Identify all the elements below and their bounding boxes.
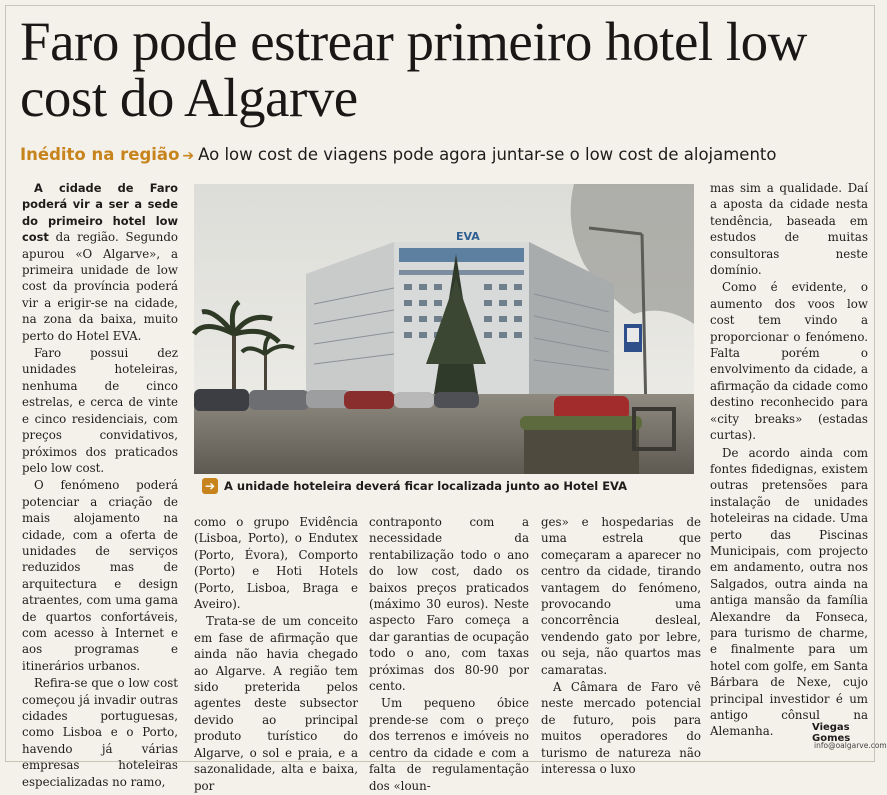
paragraph: como o grupo Evidência (Lisboa, Porto), o Endutex (Porto, Évora), Comporto (Porto) e Hoti Hotels (Porto, Lisboa, Braga e Aveiro).: [194, 515, 358, 612]
hotel-eva-illustration: [194, 184, 694, 474]
paragraph: Trata-se de um conceito em fase de afirmação que ainda não havia chegado ao Algarve. A região tem sido preterida pelos agentes deste subsector devido ao principal produto turístico do Algarve, o sol e praia, e a sazonalidade, alta e baixa, por: [194, 614, 358, 793]
subheadline: Ao low cost de viagens pode agora juntar-se o low cost de alojamento: [198, 145, 777, 164]
headline: Faro pode estrear primeiro hotel low cost do Algarve: [20, 11, 807, 128]
body-column-2: [194, 514, 358, 795]
paragraph: ges» e hospedarias de uma estrela que começaram a aparecer no centro da cidade, tirando vantagem do fenómeno, provocando uma concorrência desleal, vendendo gato por lebre, ou seja, não quartos mas camaratas.: [541, 515, 701, 677]
paragraph: Faro possui dez unidades hoteleiras, nenhuma de cinco estrelas, e cerca de vinte e cinco residenciais, com preços convidativos, próximos dos praticados pelo low cost.: [22, 346, 178, 475]
photo-caption: [202, 478, 692, 494]
paragraph: Como é evidente, o aumento dos voos low cost tem vindo a proporcionar o fenómeno. Falta porém o envolvimento da cidade, a afirmação da cidade como destino reconhecido para «city breaks» (estadas curtas).: [710, 280, 868, 443]
body-column-1: [22, 180, 178, 791]
photo-caption-text: A unidade hoteleira deverá ficar localizada junto ao Hotel EVA: [224, 479, 628, 493]
paragraph: mas sim a qualidade. Daí a aposta da cidade nesta tendência, baseada em estudos de muitas consultoras neste domínio.: [710, 181, 868, 278]
author-email: info@oalgarve.com: [814, 741, 887, 750]
paragraph: A Câmara de Faro vê neste mercado potencial de futuro, pois para muitos operadores do turismo de natureza não interessa o luxo: [541, 680, 701, 777]
lead-bold: A cidade de Faro poderá vir a ser a sede do primeiro hotel low cost: [22, 181, 178, 245]
subheadline-bar: [20, 144, 870, 167]
paragraph: contraponto com a necessidade da rentabilização todo o ano do low cost, dado os baixos preços praticados (máximo 30 euros). Neste aspecto Faro começa a dar garantias de ocupação todo o ano, com taxas próximas dos 80-90 por cento.: [369, 515, 529, 694]
paragraph: Refira-se que o low cost começou já invadir outras cidades portuguesas, como Lisboa e o Porto, havendo já várias empresas hoteleiras especializadas no ramo,: [22, 676, 178, 789]
eva-sign: EVA: [456, 230, 480, 243]
body-column-3: [369, 514, 529, 795]
arrow-right-icon: ➔: [182, 148, 195, 164]
kicker: Inédito na região: [20, 145, 180, 164]
paragraph: De acordo ainda com fontes fidedignas, existem outras pretensões para instalação de unidades hoteleiras na cidade. Uma perto das Piscinas Municipais, com projecto em andamento, outra nos Salgados, outra ainda na antiga mansão da família Alexandre da Fonseca, para turismo de charme, e finalmente para um hotel com golfe, em Santa Bárbara de Nexe, cujo principal investidor é um antigo cônsul na Alemanha.: [710, 445, 868, 739]
paragraph: O fenómeno poderá potenciar a criação de mais alojamento na cidade, com a oferta de unidades de serviços reduzidos mas de arquitectura e design atraentes, com uma gama de quartos confortáveis, com acesso à Internet e aos programas e itinerários urbanos.: [22, 478, 178, 673]
lead-paragraph: [22, 180, 178, 344]
lead-rest: da região. Segundo apurou «O Algarve», a primeira unidade de low cost da província poderá vir a erigir-se na cidade, na zona da baixa, muito perto do Hotel EVA.: [22, 230, 178, 343]
author-signature: Viegas Gomes: [812, 722, 851, 744]
paragraph: Um pequeno óbice prende-se com o preço dos terrenos e imóveis no centro da cidade e com a falta de regulamentação dos «loun-: [369, 696, 529, 793]
body-column-5: [710, 180, 868, 741]
arrow-right-icon: ➔: [202, 478, 218, 494]
hotel-photo: [194, 184, 694, 474]
newspaper-clipping: [5, 5, 887, 793]
body-column-4: [541, 514, 701, 779]
